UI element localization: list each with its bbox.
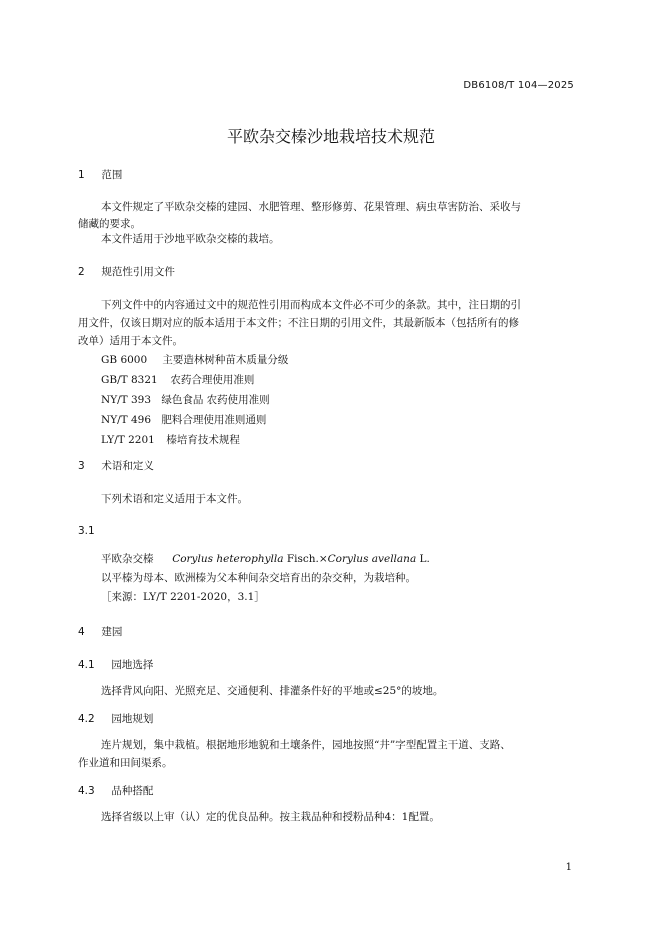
subsection-title: 品种搭配: [111, 785, 154, 797]
subsection-4-3-heading: [78, 783, 153, 798]
reference-title: 绿色食品 农药使用准则: [161, 394, 270, 406]
reference-code: GB 6000: [101, 354, 148, 366]
reference-title: 肥料合理使用准则通则: [161, 414, 267, 426]
section-title: 范围: [101, 169, 123, 181]
subsection-4-2-heading: [78, 711, 153, 726]
subsection-number: 3.1: [78, 525, 95, 537]
section-4-heading: [78, 624, 122, 639]
subsection-number: 4.1: [78, 659, 95, 671]
subsection-number: 4.2: [78, 713, 95, 725]
term-latin-genus-2: Corylus avellana: [327, 553, 417, 565]
subsection-title: 园地选择: [111, 659, 154, 671]
reference-code: NY/T 393: [101, 394, 152, 406]
reference-code: LY/T 2201: [101, 434, 155, 446]
section-number: 1: [78, 169, 85, 181]
document-title: 平欧杂交榛沙地栽培技术规范: [226, 127, 435, 146]
paragraph-line: 本文件规定了平欧杂交榛的建园、水肥管理、整形修剪、花果管理、病虫草害防治、采收与: [101, 201, 521, 213]
reference-item: [101, 352, 288, 367]
term-latin-genus-1: Corylus heterophylla: [172, 553, 284, 565]
paragraph-line: 下列文件中的内容通过文中的规范性引用而构成本文件必不可少的条款。其中，注日期的引: [101, 299, 521, 311]
reference-code: NY/T 496: [101, 414, 152, 426]
section-number: 4: [78, 626, 85, 638]
section-title: 术语和定义: [101, 460, 154, 472]
term-authority-end: L.: [416, 553, 430, 565]
reference-title: 榛培育技术规程: [166, 434, 240, 446]
section-1-heading: [78, 167, 122, 182]
section-2-heading: [78, 264, 175, 279]
term-chinese: 平欧杂交榛: [101, 553, 154, 565]
reference-item: [101, 432, 240, 447]
paragraph-line: 作业道和田间渠系。: [78, 757, 173, 769]
reference-title: 农药合理使用准则: [170, 374, 255, 386]
paragraph-line: 选择背风向阳、光照充足、交通便利、排灌条件好的平地或≤25°的坡地。: [101, 685, 444, 697]
reference-title: 主要造林树种苗木质量分级: [162, 354, 289, 366]
section-title: 建园: [101, 626, 123, 638]
paragraph-line: 选择省级以上审（认）定的优良品种。按主栽品种和授粉品种4：1配置。: [101, 811, 440, 823]
section-number: 3: [78, 460, 85, 472]
document-number: DB6108/T 104—2025: [463, 80, 574, 91]
subsection-4-1-heading: [78, 657, 153, 672]
subsection-title: 园地规划: [111, 713, 154, 725]
paragraph-line: 下列术语和定义适用于本文件。: [101, 493, 248, 505]
paragraph-line: 连片规划，集中栽植。根据地形地貌和土壤条件，园地按照“井”字型配置主干道、支路、: [101, 739, 511, 751]
page-number: 1: [565, 862, 572, 873]
subsection-number: 4.3: [78, 785, 95, 797]
term-source: ［来源：LY/T 2201-2020，3.1］: [101, 591, 265, 603]
paragraph-line: 用文件，仅该日期对应的版本适用于本文件；不注日期的引用文件，其最新版本（包括所有的修: [78, 317, 519, 329]
term-authority: Fisch.×: [283, 553, 328, 565]
paragraph-line: 改单）适用于本文件。: [78, 335, 183, 347]
reference-item: [101, 392, 270, 407]
reference-code: GB/T 8321: [101, 374, 158, 386]
paragraph-line: 储藏的要求。: [78, 218, 141, 230]
section-3-heading: [78, 458, 154, 473]
subsection-3-1-heading: [78, 525, 95, 537]
paragraph-line: 本文件适用于沙地平欧杂交榛的栽培。: [101, 233, 280, 245]
reference-item: [101, 412, 266, 427]
term-entry: [101, 551, 430, 566]
section-number: 2: [78, 266, 85, 278]
section-title: 规范性引用文件: [101, 266, 175, 278]
reference-item: [101, 372, 254, 387]
term-definition: 以平榛为母本、欧洲榛为父本种间杂交培育出的杂交种，为栽培种。: [101, 572, 416, 584]
